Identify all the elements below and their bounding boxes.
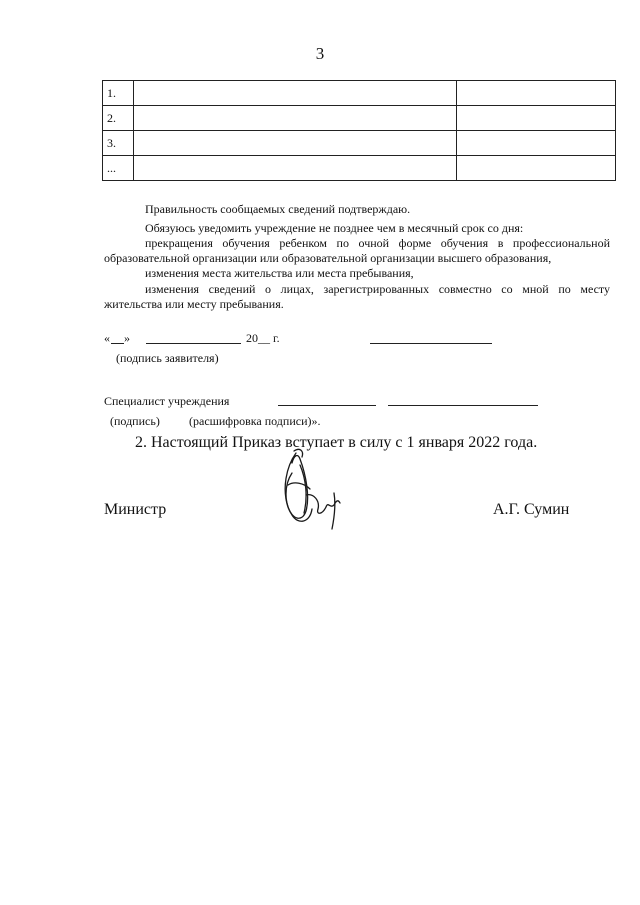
table-cell [134,81,457,106]
registration-table [102,80,616,181]
date-close-quote: » [124,331,130,345]
minister-title: Министр [104,501,167,518]
specialist-signature-label: (подпись) [110,414,160,428]
table-cell [457,81,616,106]
handwritten-signature [270,445,350,535]
applicant-signature-label: (подпись заявителя) [116,351,219,365]
table-row [103,81,616,106]
date-month-blank [146,343,241,344]
item3-line2: жительства или месту пребывания. [104,297,284,311]
specialist-signature-blank [278,405,376,406]
item2-text: изменения места жительства или места пребывания, [145,266,414,280]
applicant-signature-blank [370,343,492,344]
row-number-cell: 1. [103,81,134,106]
item3-line1: изменения сведений о лицах, зарегистрированных совместно со мной по месту [145,282,610,296]
page-number: 3 [315,44,325,63]
table-cell [457,106,616,131]
row-number-cell: 3. [103,131,134,156]
specialist-label: Специалист учреждения [104,394,230,408]
minister-name: А.Г. Сумин [493,501,570,518]
table-cell [457,156,616,181]
date-day-blank [111,343,124,344]
clause-2: 2. Настоящий Приказ вступает в силу с 1 января 2022 года. [135,434,538,451]
table-row [103,106,616,131]
table-cell [457,131,616,156]
row-number-cell: ... [103,156,134,181]
specialist-decoding-label: (расшифровка подписи)». [189,414,321,428]
table-row [103,131,616,156]
table-row [103,156,616,181]
table-cell [134,131,457,156]
date-open-quote: « [104,331,110,345]
date-year: 20__ г. [246,331,280,345]
specialist-decoding-blank [388,405,538,406]
confirm-text: Правильность сообщаемых сведений подтверждаю. [145,202,411,216]
item1-line1: прекращения обучения ребенком по очной форме обучения в профессиональной [145,236,610,250]
table-cell [134,106,457,131]
row-number-cell: 2. [103,106,134,131]
oblige-text: Обязуюсь уведомить учреждение не позднее чем в месячный срок со дня: [145,221,524,235]
item1-line2: образовательной организации или образовательной организации высшего образования, [104,251,552,265]
table-cell [134,156,457,181]
